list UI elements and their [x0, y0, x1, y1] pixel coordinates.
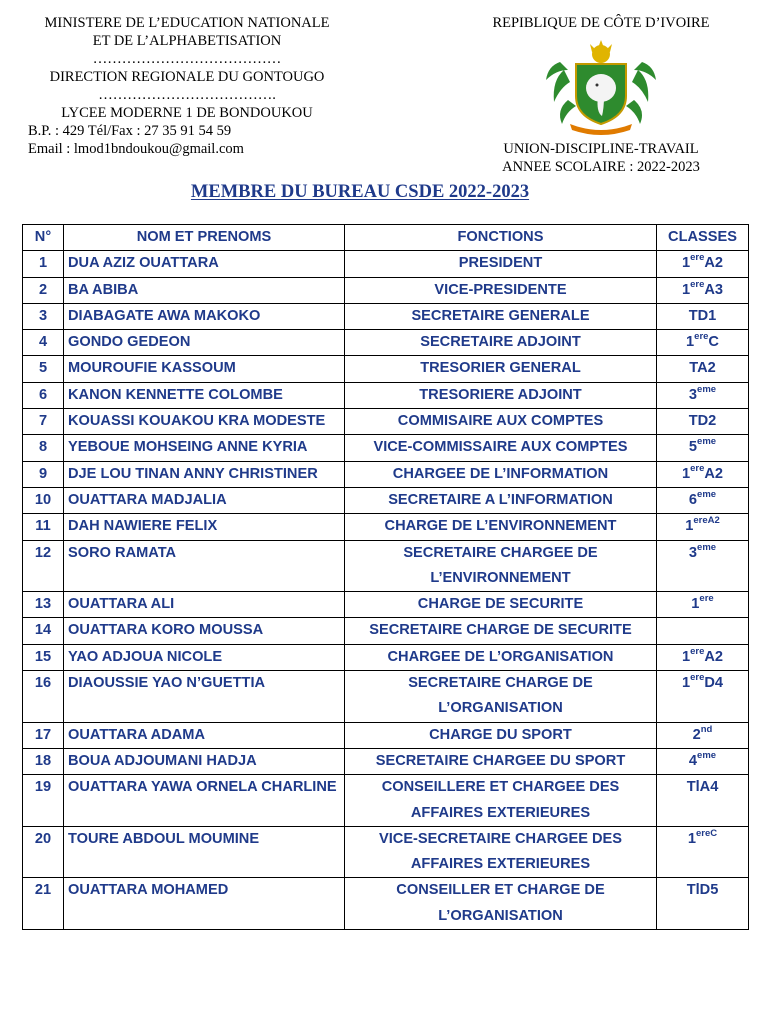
- header-function: FONCTIONS: [345, 225, 657, 251]
- row-number: 17: [23, 722, 64, 748]
- class-level: TlA4: [686, 779, 719, 796]
- member-class: [657, 540, 749, 592]
- member-function: COMMISAIRE AUX COMPTES: [345, 409, 657, 435]
- class-section: A3: [704, 281, 724, 298]
- row-number: 18: [23, 748, 64, 774]
- class-section: C: [708, 334, 719, 351]
- class-level: 1: [681, 465, 691, 482]
- row-number: 20: [23, 826, 64, 878]
- row-number: 12: [23, 540, 64, 592]
- class-suffix: eme: [697, 383, 717, 395]
- header-class: CLASSES: [657, 225, 749, 251]
- class-suffix: ere: [690, 645, 705, 657]
- table-row: [23, 435, 749, 461]
- member-function: SECRETAIRE ADJOINT: [345, 330, 657, 356]
- class-level: 5: [688, 439, 698, 456]
- table-row: [23, 382, 749, 408]
- row-number: 14: [23, 618, 64, 644]
- member-name: DIABAGATE AWA MAKOKO: [64, 303, 345, 329]
- class-suffix: ere: [694, 331, 709, 343]
- member-function: CHARGE DE L’ENVIRONNEMENT: [345, 514, 657, 540]
- document-title: MEMBRE DU BUREAU CSDE 2022-2023: [190, 182, 530, 202]
- table-row: [23, 775, 749, 827]
- row-number: 15: [23, 644, 64, 670]
- class-suffix: ereA2: [693, 515, 720, 527]
- member-class: [657, 514, 749, 540]
- class-level: 4: [688, 752, 698, 769]
- dotted-separator: ……………………………….: [98, 87, 276, 103]
- header-num: N°: [23, 225, 64, 251]
- school-name: LYCEE MODERNE 1 DE BONDOUKOU: [61, 105, 313, 121]
- row-number: 21: [23, 878, 64, 930]
- member-name: MOUROUFIE KASSOUM: [64, 356, 345, 382]
- class-suffix: nd: [700, 723, 713, 735]
- member-function: SECRETAIRE CHARGEE DE L’ENVIRONNEMENT: [345, 540, 657, 592]
- header-name: NOM ET PRENOMS: [64, 225, 345, 251]
- row-number: 10: [23, 487, 64, 513]
- table-row: [23, 748, 749, 774]
- class-suffix: ere: [690, 252, 705, 264]
- row-number: 9: [23, 461, 64, 487]
- table-row: [23, 330, 749, 356]
- member-function: SECRETAIRE CHARGE DE L’ORGANISATION: [345, 671, 657, 723]
- republic-name: REPIBLIQUE DE CÔTE D’IVOIRE: [492, 15, 710, 31]
- member-function: CHARGE DU SPORT: [345, 722, 657, 748]
- class-level: TD2: [688, 413, 717, 430]
- row-number: 6: [23, 382, 64, 408]
- school-year: ANNEE SCOLAIRE : 2022-2023: [502, 159, 700, 175]
- table-row: [23, 722, 749, 748]
- class-level: 3: [688, 386, 698, 403]
- member-name: TOURE ABDOUL MOUMINE: [64, 826, 345, 878]
- class-suffix: ere: [690, 672, 705, 684]
- row-number: 5: [23, 356, 64, 382]
- member-class: [657, 878, 749, 930]
- row-number: 3: [23, 303, 64, 329]
- table-row: [23, 644, 749, 670]
- member-name: SORO RAMATA: [64, 540, 345, 592]
- table-row: [23, 356, 749, 382]
- class-level: 1: [686, 334, 695, 351]
- class-suffix: eme: [697, 541, 717, 553]
- member-class: [657, 356, 749, 382]
- member-name: OUATTARA KORO MOUSSA: [64, 618, 345, 644]
- member-class: [657, 382, 749, 408]
- member-name: KANON KENNETTE COLOMBE: [64, 382, 345, 408]
- class-level: 2: [692, 726, 701, 743]
- row-number: 1: [23, 251, 64, 277]
- member-class: [657, 303, 749, 329]
- table-row: [23, 251, 749, 277]
- coat-of-arms-icon: [546, 40, 656, 136]
- class-suffix: ereC: [696, 827, 718, 839]
- class-level: TlD5: [686, 882, 719, 899]
- member-name: DIAOUSSIE YAO N’GUETTIA: [64, 671, 345, 723]
- member-name: BA ABIBA: [64, 277, 345, 303]
- member-name: OUATTARA MADJALIA: [64, 487, 345, 513]
- table-row: [23, 671, 749, 723]
- class-level: 1: [691, 596, 700, 613]
- member-function: CONSEILLER ET CHARGE DE L’ORGANISATION: [345, 878, 657, 930]
- row-number: 16: [23, 671, 64, 723]
- class-suffix: ere: [690, 462, 705, 474]
- member-class: [657, 671, 749, 723]
- member-function: CHARGEE DE L’INFORMATION: [345, 461, 657, 487]
- member-class: [657, 826, 749, 878]
- class-section: A2: [704, 465, 724, 482]
- member-function: SECRETAIRE GENERALE: [345, 303, 657, 329]
- class-section: A2: [704, 648, 724, 665]
- member-class: [657, 409, 749, 435]
- table-row: [23, 514, 749, 540]
- class-suffix: eme: [697, 749, 717, 761]
- row-number: 7: [23, 409, 64, 435]
- member-name: OUATTARA MOHAMED: [64, 878, 345, 930]
- school-phone: B.P. : 429 Tél/Fax : 27 35 91 54 59: [28, 123, 232, 139]
- member-name: DUA AZIZ OUATTARA: [64, 251, 345, 277]
- member-function: SECRETAIRE CHARGE DE SECURITE: [345, 618, 657, 644]
- class-level: TA2: [689, 360, 716, 377]
- member-class: [657, 251, 749, 277]
- class-level: 1: [681, 675, 691, 692]
- member-name: KOUASSI KOUAKOU KRA MODESTE: [64, 409, 345, 435]
- national-motto: UNION-DISCIPLINE-TRAVAIL: [503, 141, 699, 157]
- table-row: [23, 826, 749, 878]
- ministry-name: MINISTERE DE L’EDUCATION NATIONALE: [44, 15, 330, 31]
- member-class: [657, 618, 749, 644]
- member-class: [657, 775, 749, 827]
- class-suffix: eme: [697, 488, 717, 500]
- table-row: [23, 303, 749, 329]
- row-number: 19: [23, 775, 64, 827]
- class-level: 1: [687, 830, 696, 847]
- member-class: [657, 277, 749, 303]
- table-row: [23, 487, 749, 513]
- row-number: 8: [23, 435, 64, 461]
- row-number: 13: [23, 592, 64, 618]
- class-level: 1: [681, 648, 691, 665]
- member-class: [657, 722, 749, 748]
- member-class: [657, 461, 749, 487]
- member-name: YEBOUE MOHSEING ANNE KYRIA: [64, 435, 345, 461]
- member-function: CHARGE DE SECURITE: [345, 592, 657, 618]
- table-row: [23, 618, 749, 644]
- member-class: [657, 487, 749, 513]
- member-class: [657, 644, 749, 670]
- member-function: TRESORIERE ADJOINT: [345, 382, 657, 408]
- member-class: [657, 592, 749, 618]
- class-level: 3: [688, 544, 698, 561]
- table-row: [23, 461, 749, 487]
- member-function: CHARGEE DE L’ORGANISATION: [345, 644, 657, 670]
- table-body: [23, 251, 749, 930]
- table-row: [23, 540, 749, 592]
- class-section: A2: [704, 255, 724, 272]
- member-class: [657, 330, 749, 356]
- class-level: TD1: [688, 307, 717, 324]
- dotted-separator: …………………………………: [92, 51, 282, 67]
- member-name: DJE LOU TINAN ANNY CHRISTINER: [64, 461, 345, 487]
- class-suffix: eme: [697, 436, 717, 448]
- class-suffix: ere: [699, 593, 714, 605]
- row-number: 11: [23, 514, 64, 540]
- table-row: [23, 878, 749, 930]
- row-number: 2: [23, 277, 64, 303]
- table-row: [23, 409, 749, 435]
- member-name: OUATTARA YAWA ORNELA CHARLINE: [64, 775, 345, 827]
- table-row: [23, 277, 749, 303]
- class-level: 1: [681, 281, 691, 298]
- member-name: GONDO GEDEON: [64, 330, 345, 356]
- class-level: 6: [688, 491, 698, 508]
- class-suffix: ere: [690, 278, 705, 290]
- member-name: DAH NAWIERE FELIX: [64, 514, 345, 540]
- member-name: BOUA ADJOUMANI HADJA: [64, 748, 345, 774]
- member-function: SECRETAIRE CHARGEE DU SPORT: [345, 748, 657, 774]
- regional-direction: DIRECTION REGIONALE DU GONTOUGO: [49, 69, 325, 85]
- member-function: SECRETAIRE A L’INFORMATION: [345, 487, 657, 513]
- member-function: VICE-SECRETAIRE CHARGEE DES AFFAIRES EXTERIEURES: [345, 826, 657, 878]
- row-number: 4: [23, 330, 64, 356]
- header-left: [22, 14, 352, 158]
- member-name: YAO ADJOUA NICOLE: [64, 644, 345, 670]
- ministry-name-cont: ET DE L’ALPHABETISATION: [92, 33, 282, 49]
- member-function: VICE-COMMISSAIRE AUX COMPTES: [345, 435, 657, 461]
- member-name: OUATTARA ADAMA: [64, 722, 345, 748]
- member-class: [657, 435, 749, 461]
- class-level: 1: [681, 255, 691, 272]
- table-header-row: [23, 225, 749, 251]
- table-row: [23, 592, 749, 618]
- class-level: 1: [685, 518, 694, 535]
- member-function: TRESORIER GENERAL: [345, 356, 657, 382]
- class-section: D4: [704, 675, 724, 692]
- school-email: Email : lmod1bndoukou@gmail.com: [28, 141, 244, 157]
- members-table: [22, 224, 749, 930]
- member-name: OUATTARA ALI: [64, 592, 345, 618]
- member-function: PRESIDENT: [345, 251, 657, 277]
- member-function: VICE-PRESIDENTE: [345, 277, 657, 303]
- member-class: [657, 748, 749, 774]
- header-right: [470, 14, 732, 176]
- member-function: CONSEILLERE ET CHARGEE DES AFFAIRES EXTERIEURES: [345, 775, 657, 827]
